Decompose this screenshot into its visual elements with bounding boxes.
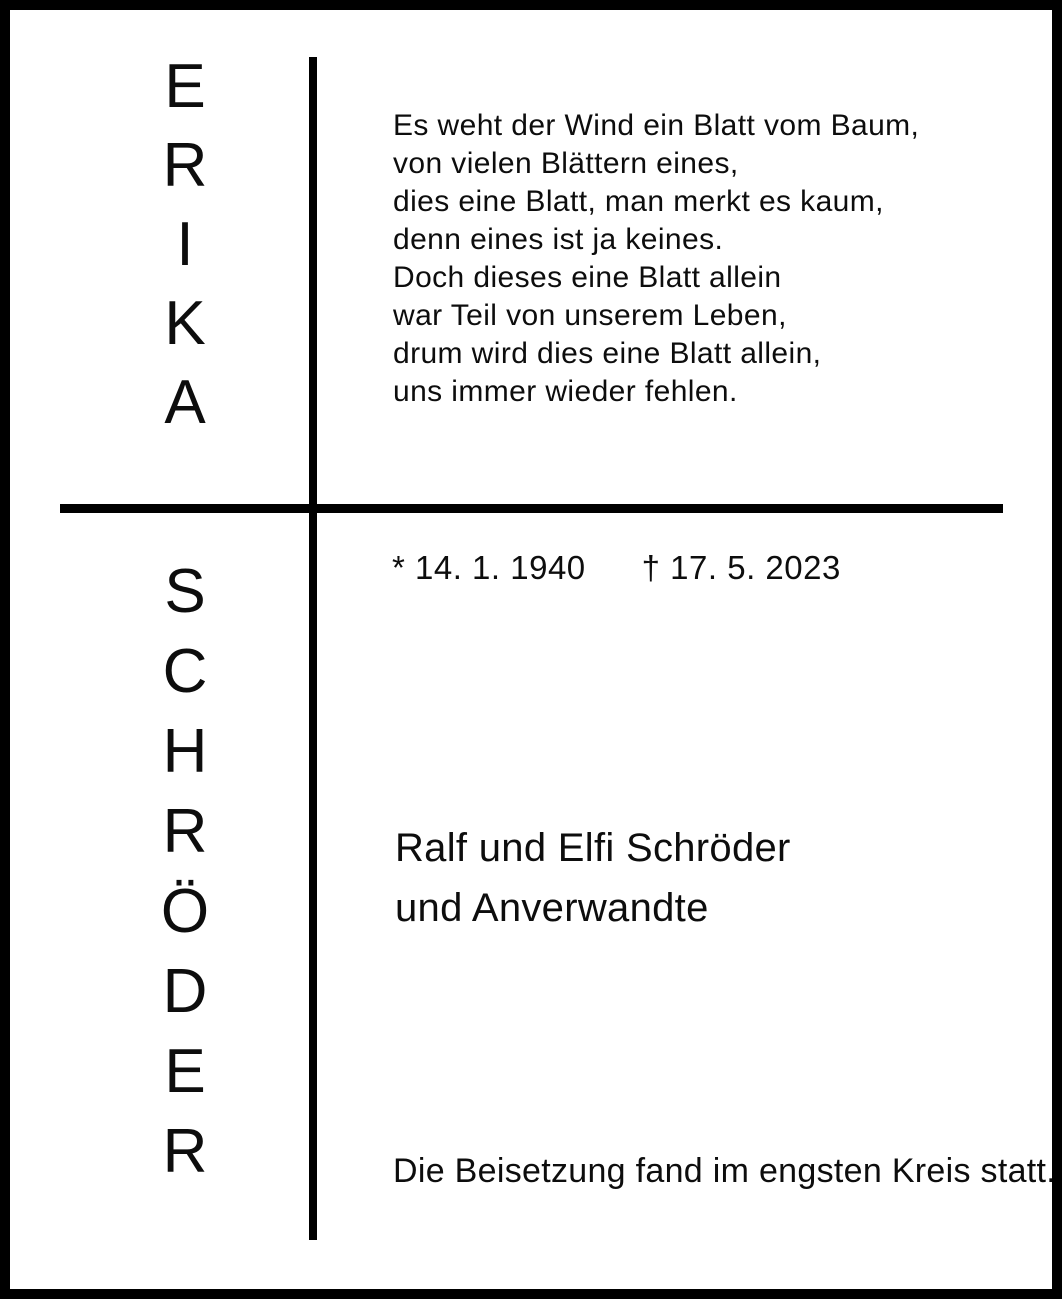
poem-line: Es weht der Wind ein Blatt vom Baum, — [393, 109, 920, 142]
mourners-line: Ralf und Elfi Schröder — [395, 826, 791, 870]
poem-line: von vielen Blättern eines, — [393, 147, 739, 180]
last-name-letter: C — [162, 637, 208, 706]
horizontal-divider-rule — [60, 504, 1003, 513]
first-name-letter: R — [162, 131, 208, 200]
last-name-letter: Ö — [160, 877, 210, 946]
poem-line: war Teil von unserem Leben, — [393, 299, 787, 332]
memorial-poem — [393, 107, 919, 411]
first-name-letter: A — [164, 368, 206, 437]
deceased-last-name — [110, 552, 260, 1192]
mourners-names — [395, 818, 791, 938]
poem-line: uns immer wieder fehlen. — [393, 375, 738, 408]
mourners-line: und Anverwandte — [395, 886, 709, 930]
poem-line: drum wird dies eine Blatt allein, — [393, 337, 822, 370]
vertical-divider-rule — [309, 57, 317, 1240]
death-date: † 17. 5. 2023 — [641, 549, 841, 586]
poem-line: Doch dieses eine Blatt allein — [393, 261, 782, 294]
first-name-letter: K — [164, 289, 206, 358]
birth-date: * 14. 1. 1940 — [392, 549, 586, 586]
last-name-letter: H — [162, 717, 208, 786]
funeral-notice: Die Beisetzung fand im engsten Kreis statt. — [393, 1152, 1057, 1190]
last-name-letter: D — [162, 957, 208, 1026]
first-name-letter: E — [164, 52, 206, 121]
poem-line: denn eines ist ja keines. — [393, 223, 724, 256]
last-name-letter: R — [162, 1117, 208, 1186]
life-dates — [392, 549, 841, 587]
deceased-first-name — [110, 47, 260, 442]
poem-line: dies eine Blatt, man merkt es kaum, — [393, 185, 884, 218]
last-name-letter: E — [164, 1037, 206, 1106]
last-name-letter: S — [164, 557, 206, 626]
first-name-letter: I — [176, 210, 194, 279]
last-name-letter: R — [162, 797, 208, 866]
